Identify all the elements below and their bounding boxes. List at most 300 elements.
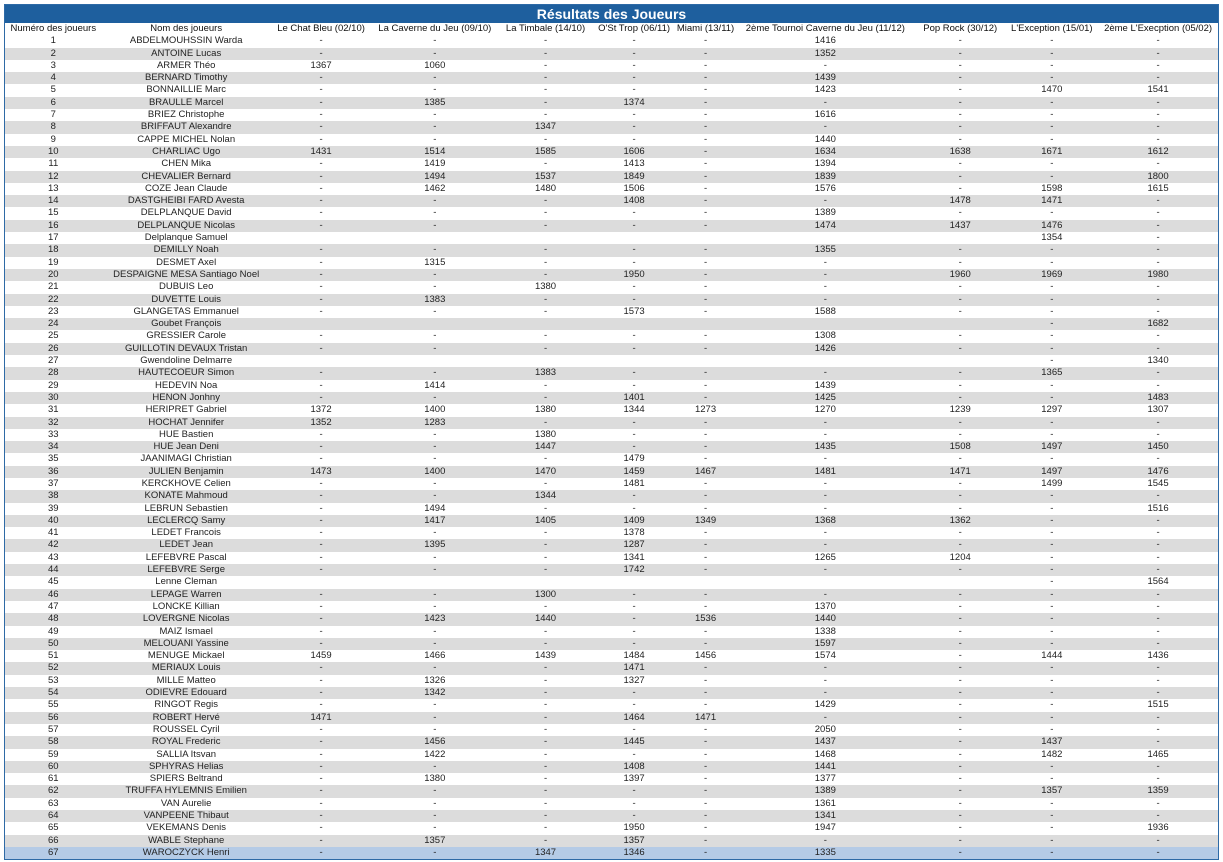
- score-cell: -: [498, 97, 593, 109]
- score-cell: 1514: [371, 146, 498, 158]
- table-row[interactable]: [5, 847, 1218, 859]
- table-row[interactable]: [5, 761, 1218, 773]
- score-cell: 1377: [736, 773, 915, 785]
- score-cell: -: [1098, 367, 1218, 379]
- player-name-cell: CHARLIAC Ugo: [102, 146, 271, 158]
- player-name-cell: GRESSIER Carole: [102, 330, 271, 342]
- table-row[interactable]: [5, 490, 1218, 502]
- score-cell: 1400: [371, 404, 498, 416]
- score-cell: -: [271, 392, 372, 404]
- player-number-cell: 2: [5, 48, 102, 60]
- results-panel: [4, 4, 1219, 860]
- score-cell: -: [371, 269, 498, 281]
- column-header[interactable]: O'St Trop (06/11): [598, 23, 671, 34]
- score-cell: -: [271, 613, 372, 625]
- score-cell: -: [915, 429, 1006, 441]
- column-header[interactable]: Pop Rock (30/12): [923, 23, 998, 34]
- score-cell: 1479: [593, 453, 676, 465]
- score-cell: -: [675, 662, 735, 674]
- table-row[interactable]: [5, 650, 1218, 662]
- score-cell: 1499: [1006, 478, 1099, 490]
- table-row[interactable]: [5, 552, 1218, 564]
- score-cell: [271, 576, 372, 588]
- score-cell: 1440: [736, 134, 915, 146]
- table-row[interactable]: [5, 158, 1218, 170]
- score-cell: -: [1006, 662, 1099, 674]
- table-row[interactable]: [5, 712, 1218, 724]
- score-cell: -: [1006, 539, 1099, 551]
- table-row[interactable]: [5, 601, 1218, 613]
- score-cell: -: [371, 564, 498, 576]
- score-cell: 1516: [1098, 503, 1218, 515]
- score-cell: -: [915, 244, 1006, 256]
- table-row[interactable]: [5, 736, 1218, 748]
- score-cell: -: [1006, 761, 1099, 773]
- score-cell: -: [675, 527, 735, 539]
- score-cell: -: [1006, 712, 1099, 724]
- score-cell: 1344: [593, 404, 676, 416]
- player-name-cell: DUBUIS Leo: [102, 281, 271, 293]
- score-cell: 1270: [736, 404, 915, 416]
- table-row[interactable]: [5, 576, 1218, 588]
- score-cell: -: [675, 835, 735, 847]
- column-header[interactable]: Miami (13/11): [676, 23, 735, 34]
- table-row[interactable]: [5, 330, 1218, 342]
- player-name-cell: HEDEVIN Noa: [102, 380, 271, 392]
- score-cell: -: [1006, 306, 1099, 318]
- score-cell: -: [593, 257, 676, 269]
- score-cell: -: [675, 84, 735, 96]
- player-number-cell: 8: [5, 121, 102, 133]
- player-number-cell: 19: [5, 257, 102, 269]
- player-name-cell: LECLERCQ Samy: [102, 515, 271, 527]
- score-cell: -: [593, 490, 676, 502]
- score-cell: -: [675, 121, 735, 133]
- player-name-cell: LEBRUN Sebastien: [102, 503, 271, 515]
- score-cell: -: [593, 749, 676, 761]
- score-cell: -: [1098, 552, 1218, 564]
- score-cell: -: [915, 736, 1006, 748]
- score-cell: -: [1006, 72, 1099, 84]
- score-cell: -: [675, 183, 735, 195]
- score-cell: -: [593, 724, 676, 736]
- score-cell: -: [371, 798, 498, 810]
- score-cell: 1346: [593, 847, 676, 859]
- player-name-cell: Lenne Cleman: [102, 576, 271, 588]
- score-cell: -: [1006, 699, 1099, 711]
- score-cell: -: [593, 35, 676, 47]
- score-cell: -: [736, 417, 915, 429]
- score-cell: 1588: [736, 306, 915, 318]
- table-row[interactable]: [5, 109, 1218, 121]
- player-number-cell: 60: [5, 761, 102, 773]
- player-name-cell: HUE Jean Deni: [102, 441, 271, 453]
- score-cell: -: [675, 785, 735, 797]
- score-cell: 1839: [736, 171, 915, 183]
- table-row[interactable]: [5, 318, 1218, 330]
- score-cell: [915, 576, 1006, 588]
- table-row[interactable]: [5, 294, 1218, 306]
- score-cell: -: [675, 244, 735, 256]
- table-row[interactable]: [5, 539, 1218, 551]
- score-cell: -: [915, 613, 1006, 625]
- score-cell: -: [675, 48, 735, 60]
- score-cell: -: [915, 687, 1006, 699]
- score-cell: 1456: [675, 650, 735, 662]
- table-row[interactable]: [5, 687, 1218, 699]
- table-row[interactable]: [5, 134, 1218, 146]
- score-cell: 1483: [1098, 392, 1218, 404]
- score-cell: -: [1098, 97, 1218, 109]
- score-cell: 1478: [915, 195, 1006, 207]
- score-cell: -: [675, 749, 735, 761]
- column-header[interactable]: 2ème L'Execption (05/02): [1104, 23, 1213, 34]
- score-cell: -: [371, 244, 498, 256]
- player-number-cell: 5: [5, 84, 102, 96]
- table-body: [5, 35, 1218, 859]
- score-cell: -: [1098, 453, 1218, 465]
- table-row[interactable]: [5, 662, 1218, 674]
- score-cell: -: [271, 207, 372, 219]
- score-cell: 1389: [736, 207, 915, 219]
- score-cell: -: [1006, 134, 1099, 146]
- score-cell: -: [371, 712, 498, 724]
- score-cell: 1435: [736, 441, 915, 453]
- score-cell: -: [593, 294, 676, 306]
- player-number-cell: 27: [5, 355, 102, 367]
- player-number-cell: 56: [5, 712, 102, 724]
- score-cell: -: [675, 72, 735, 84]
- score-cell: -: [371, 453, 498, 465]
- table-row[interactable]: [5, 195, 1218, 207]
- table-row[interactable]: [5, 515, 1218, 527]
- score-cell: 1340: [1098, 355, 1218, 367]
- score-cell: 1497: [1006, 441, 1099, 453]
- score-cell: -: [1098, 35, 1218, 47]
- table-row[interactable]: [5, 810, 1218, 822]
- score-cell: 1439: [736, 380, 915, 392]
- score-cell: 1947: [736, 822, 915, 834]
- table-row[interactable]: [5, 404, 1218, 416]
- player-name-cell: ANTOINE Lucas: [102, 48, 271, 60]
- score-cell: -: [498, 257, 593, 269]
- score-cell: -: [1006, 527, 1099, 539]
- score-cell: -: [271, 539, 372, 551]
- score-cell: -: [1006, 294, 1099, 306]
- score-cell: -: [736, 281, 915, 293]
- column-header[interactable]: La Timbale (14/10): [505, 23, 586, 34]
- score-cell: 1950: [593, 269, 676, 281]
- table-row[interactable]: [5, 281, 1218, 293]
- player-name-cell: GUILLOTIN DEVAUX Tristan: [102, 343, 271, 355]
- table-row[interactable]: [5, 626, 1218, 638]
- score-cell: -: [271, 503, 372, 515]
- table-row[interactable]: [5, 257, 1218, 269]
- score-cell: 1494: [371, 171, 498, 183]
- score-cell: -: [593, 281, 676, 293]
- table-row[interactable]: [5, 785, 1218, 797]
- table-row[interactable]: [5, 244, 1218, 256]
- column-header[interactable]: Le Chat Bleu (02/10): [277, 23, 365, 34]
- table-row[interactable]: [5, 269, 1218, 281]
- score-cell: 1447: [498, 441, 593, 453]
- score-cell: 1576: [736, 183, 915, 195]
- score-cell: -: [371, 810, 498, 822]
- table-row[interactable]: [5, 207, 1218, 219]
- player-name-cell: MERIAUX Louis: [102, 662, 271, 674]
- score-cell: -: [1006, 847, 1099, 859]
- score-cell: 1344: [498, 490, 593, 502]
- player-name-cell: WAROCZYCK Henri: [102, 847, 271, 859]
- player-number-cell: 54: [5, 687, 102, 699]
- score-cell: -: [271, 675, 372, 687]
- table-row[interactable]: [5, 773, 1218, 785]
- score-cell: 1352: [736, 48, 915, 60]
- score-cell: 1416: [736, 35, 915, 47]
- score-cell: -: [271, 97, 372, 109]
- table-row[interactable]: [5, 146, 1218, 158]
- table-row[interactable]: [5, 675, 1218, 687]
- player-name-cell: BRAULLE Marcel: [102, 97, 271, 109]
- score-cell: 1367: [271, 60, 372, 72]
- score-cell: -: [736, 675, 915, 687]
- score-cell: [271, 318, 372, 330]
- table-row[interactable]: [5, 306, 1218, 318]
- score-cell: [915, 232, 1006, 244]
- player-name-cell: LEDET Francois: [102, 527, 271, 539]
- table-row[interactable]: [5, 441, 1218, 453]
- score-cell: -: [593, 699, 676, 711]
- table-row[interactable]: [5, 60, 1218, 72]
- score-cell: -: [271, 478, 372, 490]
- score-cell: -: [675, 269, 735, 281]
- score-cell: 1341: [736, 810, 915, 822]
- column-header[interactable]: L'Exception (15/01): [1011, 23, 1093, 34]
- score-cell: [371, 318, 498, 330]
- player-number-cell: 43: [5, 552, 102, 564]
- score-cell: -: [371, 847, 498, 859]
- score-cell: 1465: [1098, 749, 1218, 761]
- player-name-cell: Gwendoline Delmarre: [102, 355, 271, 367]
- score-cell: 1383: [371, 294, 498, 306]
- score-cell: -: [498, 712, 593, 724]
- score-cell: -: [915, 281, 1006, 293]
- score-cell: -: [498, 638, 593, 650]
- score-cell: 1742: [593, 564, 676, 576]
- table-row[interactable]: [5, 392, 1218, 404]
- player-name-cell: Goubet François: [102, 318, 271, 330]
- table-row[interactable]: [5, 72, 1218, 84]
- score-cell: -: [736, 97, 915, 109]
- table-row[interactable]: [5, 121, 1218, 133]
- player-name-cell: VAN Aurelie: [102, 798, 271, 810]
- table-row[interactable]: [5, 613, 1218, 625]
- table-row[interactable]: [5, 417, 1218, 429]
- score-cell: 1362: [915, 515, 1006, 527]
- column-header[interactable]: Numéro des joueurs: [10, 23, 97, 34]
- table-row[interactable]: [5, 453, 1218, 465]
- score-cell: -: [915, 121, 1006, 133]
- score-cell: 1456: [371, 736, 498, 748]
- score-cell: [271, 355, 372, 367]
- player-number-cell: 63: [5, 798, 102, 810]
- score-cell: [736, 318, 915, 330]
- score-cell: 1541: [1098, 84, 1218, 96]
- player-number-cell: 31: [5, 404, 102, 416]
- score-cell: -: [271, 121, 372, 133]
- score-cell: -: [1006, 822, 1099, 834]
- score-cell: -: [371, 638, 498, 650]
- score-cell: 1615: [1098, 183, 1218, 195]
- table-row[interactable]: [5, 35, 1218, 47]
- score-cell: 1413: [593, 158, 676, 170]
- score-cell: -: [371, 330, 498, 342]
- score-cell: 1357: [593, 835, 676, 847]
- score-cell: -: [915, 392, 1006, 404]
- table-row[interactable]: [5, 835, 1218, 847]
- score-cell: -: [1098, 539, 1218, 551]
- player-name-cell: LEDET Jean: [102, 539, 271, 551]
- score-cell: -: [1006, 503, 1099, 515]
- score-cell: -: [1098, 798, 1218, 810]
- table-row[interactable]: [5, 367, 1218, 379]
- table-row[interactable]: [5, 822, 1218, 834]
- player-name-cell: DELPLANQUE David: [102, 207, 271, 219]
- table-row[interactable]: [5, 343, 1218, 355]
- score-cell: -: [371, 552, 498, 564]
- table-row[interactable]: [5, 699, 1218, 711]
- score-cell: -: [675, 552, 735, 564]
- score-cell: -: [271, 35, 372, 47]
- results-table: [5, 23, 1218, 859]
- player-number-cell: 3: [5, 60, 102, 72]
- player-name-cell: JULIEN Benjamin: [102, 466, 271, 478]
- column-header[interactable]: La Caverne du Jeu (09/10): [378, 23, 492, 34]
- table-row[interactable]: [5, 355, 1218, 367]
- score-cell: 1497: [1006, 466, 1099, 478]
- score-cell: -: [593, 503, 676, 515]
- score-cell: -: [675, 687, 735, 699]
- score-cell: -: [593, 785, 676, 797]
- table-row[interactable]: [5, 48, 1218, 60]
- score-cell: -: [1006, 453, 1099, 465]
- score-cell: -: [271, 835, 372, 847]
- score-cell: -: [498, 527, 593, 539]
- score-cell: 1342: [371, 687, 498, 699]
- score-cell: -: [675, 158, 735, 170]
- score-cell: 1481: [593, 478, 676, 490]
- score-cell: -: [371, 626, 498, 638]
- score-cell: -: [1098, 626, 1218, 638]
- player-name-cell: LOVERGNE Nicolas: [102, 613, 271, 625]
- score-cell: -: [1006, 417, 1099, 429]
- table-row[interactable]: [5, 466, 1218, 478]
- player-name-cell: BONNAILLIE Marc: [102, 84, 271, 96]
- score-cell: -: [371, 343, 498, 355]
- table-row[interactable]: [5, 503, 1218, 515]
- table-row[interactable]: [5, 220, 1218, 232]
- table-row[interactable]: [5, 171, 1218, 183]
- table-row[interactable]: [5, 183, 1218, 195]
- score-cell: -: [593, 417, 676, 429]
- table-row[interactable]: [5, 798, 1218, 810]
- score-cell: -: [593, 380, 676, 392]
- score-cell: -: [498, 552, 593, 564]
- score-cell: -: [675, 134, 735, 146]
- player-number-cell: 48: [5, 613, 102, 625]
- score-cell: -: [498, 244, 593, 256]
- score-cell: -: [498, 35, 593, 47]
- score-cell: 1464: [593, 712, 676, 724]
- table-row[interactable]: [5, 478, 1218, 490]
- column-header[interactable]: Nom des joueurs: [150, 23, 223, 34]
- score-cell: -: [915, 478, 1006, 490]
- score-cell: -: [271, 343, 372, 355]
- score-cell: -: [498, 330, 593, 342]
- score-cell: 1361: [736, 798, 915, 810]
- player-name-cell: DASTGHEIBI FARD Avesta: [102, 195, 271, 207]
- score-cell: -: [498, 626, 593, 638]
- score-cell: 2050: [736, 724, 915, 736]
- player-number-cell: 58: [5, 736, 102, 748]
- table-row[interactable]: [5, 724, 1218, 736]
- score-cell: -: [498, 48, 593, 60]
- table-row[interactable]: [5, 84, 1218, 96]
- score-cell: 1394: [736, 158, 915, 170]
- score-cell: [675, 232, 735, 244]
- score-cell: [593, 355, 676, 367]
- table-row[interactable]: [5, 429, 1218, 441]
- player-number-cell: 37: [5, 478, 102, 490]
- score-cell: -: [915, 601, 1006, 613]
- player-name-cell: ODIEVRE Edouard: [102, 687, 271, 699]
- score-cell: -: [915, 798, 1006, 810]
- table-row[interactable]: [5, 380, 1218, 392]
- player-name-cell: LONCKE Killian: [102, 601, 271, 613]
- player-number-cell: 20: [5, 269, 102, 281]
- score-cell: -: [371, 601, 498, 613]
- score-cell: -: [1006, 48, 1099, 60]
- player-number-cell: 38: [5, 490, 102, 502]
- score-cell: 1441: [736, 761, 915, 773]
- table-row[interactable]: [5, 638, 1218, 650]
- score-cell: -: [271, 380, 372, 392]
- score-cell: 1439: [736, 72, 915, 84]
- score-cell: 1480: [498, 183, 593, 195]
- player-name-cell: ROYAL Frederic: [102, 736, 271, 748]
- table-row[interactable]: [5, 589, 1218, 601]
- player-name-cell: CHEVALIER Bernard: [102, 171, 271, 183]
- table-row[interactable]: [5, 749, 1218, 761]
- score-cell: -: [1006, 158, 1099, 170]
- table-row[interactable]: [5, 527, 1218, 539]
- table-row[interactable]: [5, 97, 1218, 109]
- score-cell: -: [371, 121, 498, 133]
- score-cell: -: [675, 773, 735, 785]
- table-row[interactable]: [5, 564, 1218, 576]
- score-cell: 1307: [1098, 404, 1218, 416]
- score-cell: 1471: [675, 712, 735, 724]
- score-cell: -: [271, 736, 372, 748]
- score-cell: -: [371, 134, 498, 146]
- score-cell: -: [498, 109, 593, 121]
- column-header[interactable]: 2ème Tournoi Caverne du Jeu (11/12): [745, 23, 905, 34]
- score-cell: 1459: [593, 466, 676, 478]
- table-row[interactable]: [5, 232, 1218, 244]
- score-cell: 1347: [498, 121, 593, 133]
- score-cell: -: [271, 490, 372, 502]
- score-cell: -: [498, 810, 593, 822]
